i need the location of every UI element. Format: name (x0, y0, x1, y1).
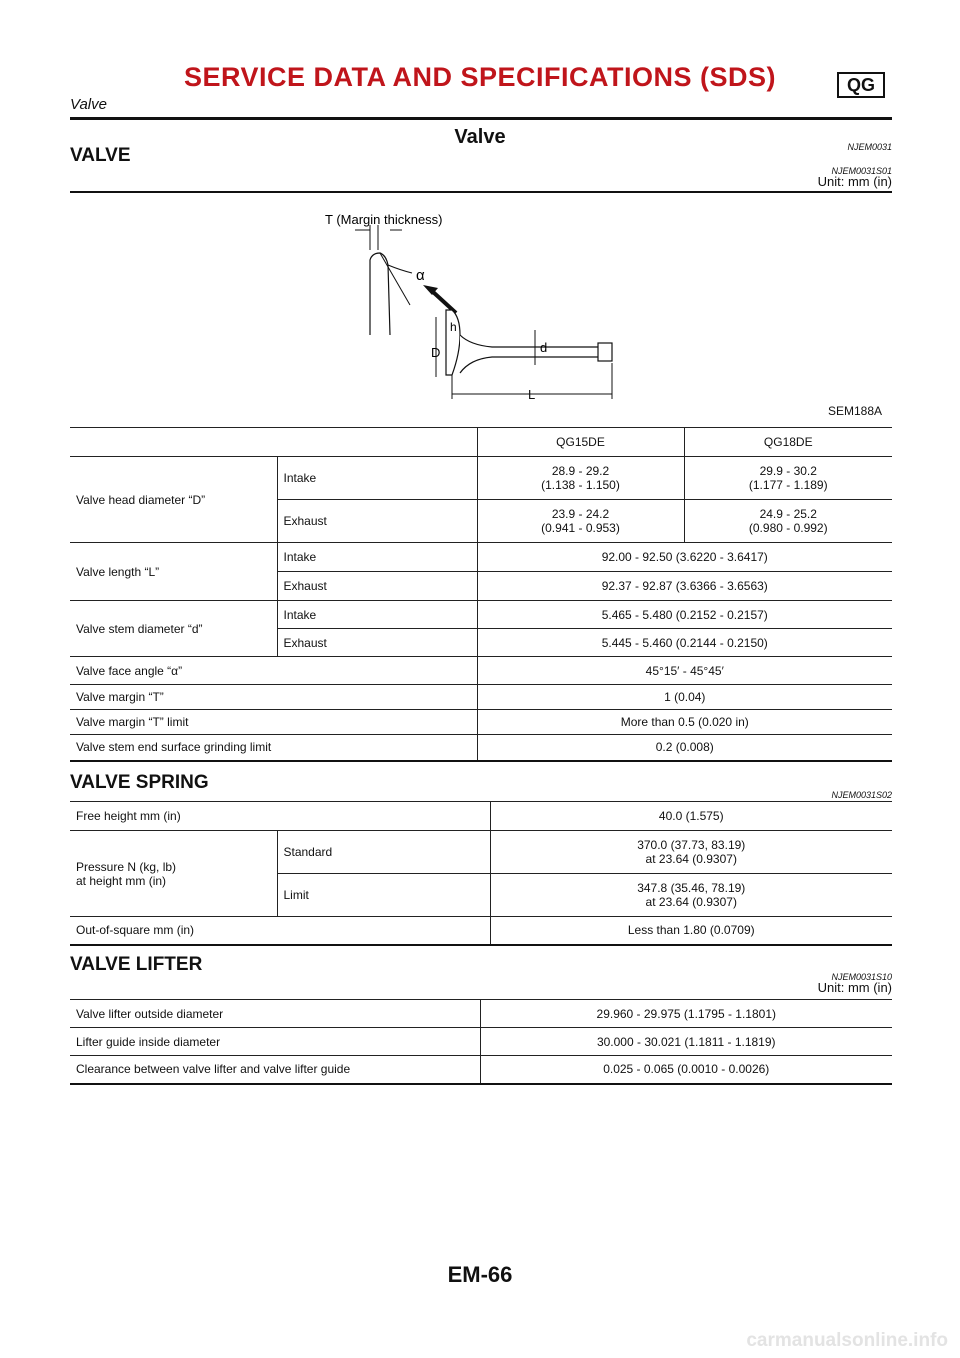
cell-value: 5.445 - 5.460 (0.2144 - 0.2150) (477, 629, 892, 657)
alpha-label: α (416, 267, 425, 284)
cell-value: 24.9 - 25.2 (759, 507, 817, 521)
margin-thickness-label: T (Margin thickness) (325, 212, 443, 227)
table-row (70, 543, 892, 572)
page-number: EM-66 (447, 1262, 513, 1287)
valve-lifter-ref: NJEM0031S10 (831, 972, 892, 982)
cell-value: 30.000 - 30.021 (1.1811 - 1.1819) (480, 1028, 892, 1056)
row-label: Valve length “L” (70, 543, 277, 601)
table-row (70, 657, 892, 685)
valve-diagram (320, 205, 630, 405)
cell-value: 347.8 (35.46, 78.19) (637, 881, 746, 895)
valve-lifter-heading: VALVE LIFTER (70, 954, 203, 975)
cell-value: 1 (0.04) (477, 685, 892, 710)
cell-value: 23.9 - 24.2 (551, 507, 610, 521)
valve-spring-table (70, 801, 892, 946)
dim-d-label: d (540, 340, 548, 355)
row-label: Pressure N (kg, lb) (76, 859, 177, 874)
table-row (70, 457, 892, 500)
valve-lifter-unit: Unit: mm (in) (817, 980, 892, 995)
dim-D-label: D (431, 345, 441, 360)
row-sublabel: Limit (277, 874, 490, 917)
h-symbol-icon: h (450, 320, 457, 334)
page-header-subtitle: Valve (70, 96, 107, 113)
cell-value: (1.177 - 1.189) (748, 478, 828, 492)
header-rule (70, 117, 892, 120)
row-label: Valve margin “T” (70, 685, 477, 710)
cell-value: 0.2 (0.008) (477, 735, 892, 761)
cell-value: 92.00 - 92.50 (3.6220 - 3.6417) (477, 543, 892, 572)
table-row (70, 710, 892, 735)
cell-value: More than 0.5 (0.020 in) (477, 710, 892, 735)
watermark[interactable]: carmanualsonline.info (746, 1330, 948, 1351)
table-row (70, 1028, 892, 1056)
valve-ref: NJEM0031S01 (831, 166, 892, 176)
table-row (70, 917, 892, 945)
cell-value: (0.980 - 0.992) (748, 521, 828, 535)
valve-spec-table (70, 427, 892, 762)
cell-value: (0.941 - 0.953) (541, 521, 620, 535)
cell-value: at 23.64 (0.9307) (645, 852, 737, 866)
valve-heading: VALVE (70, 145, 131, 166)
table-row (70, 1056, 892, 1084)
row-label: at height mm (in) (76, 873, 167, 888)
row-label: Valve lifter outside diameter (70, 1000, 480, 1028)
row-sublabel: Intake (277, 543, 477, 572)
valve-spring-heading: VALVE SPRING (70, 772, 209, 793)
figure-id: SEM188A (828, 404, 883, 418)
section-ref: NJEM0031 (847, 142, 892, 152)
cell-value: 28.9 - 29.2 (551, 464, 610, 478)
table-row (70, 428, 892, 457)
row-label: Valve head diameter “D” (70, 457, 277, 543)
valve-spring-ref: NJEM0031S02 (831, 790, 892, 800)
valve-lifter-table (70, 999, 892, 1085)
cell-value: (1.138 - 1.150) (541, 478, 620, 492)
row-sublabel: Intake (277, 457, 477, 500)
cell-value: 370.0 (37.73, 83.19) (637, 838, 746, 852)
header-qg18de: QG18DE (684, 428, 892, 457)
table-row (70, 601, 892, 629)
table-row (70, 831, 892, 874)
cell-value: 5.465 - 5.480 (0.2152 - 0.2157) (477, 601, 892, 629)
page-header-title: SERVICE DATA AND SPECIFICATIONS (SDS) (183, 62, 777, 92)
table-row (70, 735, 892, 761)
section-title: Valve (454, 126, 506, 148)
row-sublabel: Exhaust (277, 500, 477, 543)
row-label: Valve face angle “α” (70, 657, 477, 685)
row-label: Clearance between valve lifter and valve lifter guide (70, 1056, 480, 1084)
row-sublabel: Exhaust (277, 572, 477, 601)
engine-code-badge: QG (837, 72, 885, 98)
cell-value: 45°15′ - 45°45′ (477, 657, 892, 685)
cell-value: 0.025 - 0.065 (0.0010 - 0.0026) (480, 1056, 892, 1084)
table-row (70, 685, 892, 710)
header-qg15de: QG15DE (477, 428, 684, 457)
row-sublabel: Standard (277, 831, 490, 874)
row-sublabel: Exhaust (277, 629, 477, 657)
cell-value: at 23.64 (0.9307) (645, 895, 737, 909)
cell-value: 40.0 (1.575) (490, 802, 892, 831)
row-label: Free height mm (in) (70, 802, 490, 831)
valve-unit: Unit: mm (in) (817, 174, 892, 189)
table-row (70, 802, 892, 831)
cell-value: 29.960 - 29.975 (1.1795 - 1.1801) (480, 1000, 892, 1028)
cell-value: Less than 1.80 (0.0709) (490, 917, 892, 945)
row-label: Out-of-square mm (in) (70, 917, 490, 945)
row-label: Valve stem diameter “d” (70, 601, 277, 657)
cell-value: 29.9 - 30.2 (759, 464, 817, 478)
dim-L-label: L (528, 387, 536, 402)
row-sublabel: Intake (277, 601, 477, 629)
row-label: Valve margin “T” limit (70, 710, 477, 735)
row-label: Lifter guide inside diameter (70, 1028, 480, 1056)
row-label: Valve stem end surface grinding limit (70, 735, 477, 761)
table-row (70, 1000, 892, 1028)
valve-rule (70, 191, 892, 193)
cell-value: 92.37 - 92.87 (3.6366 - 3.6563) (477, 572, 892, 601)
